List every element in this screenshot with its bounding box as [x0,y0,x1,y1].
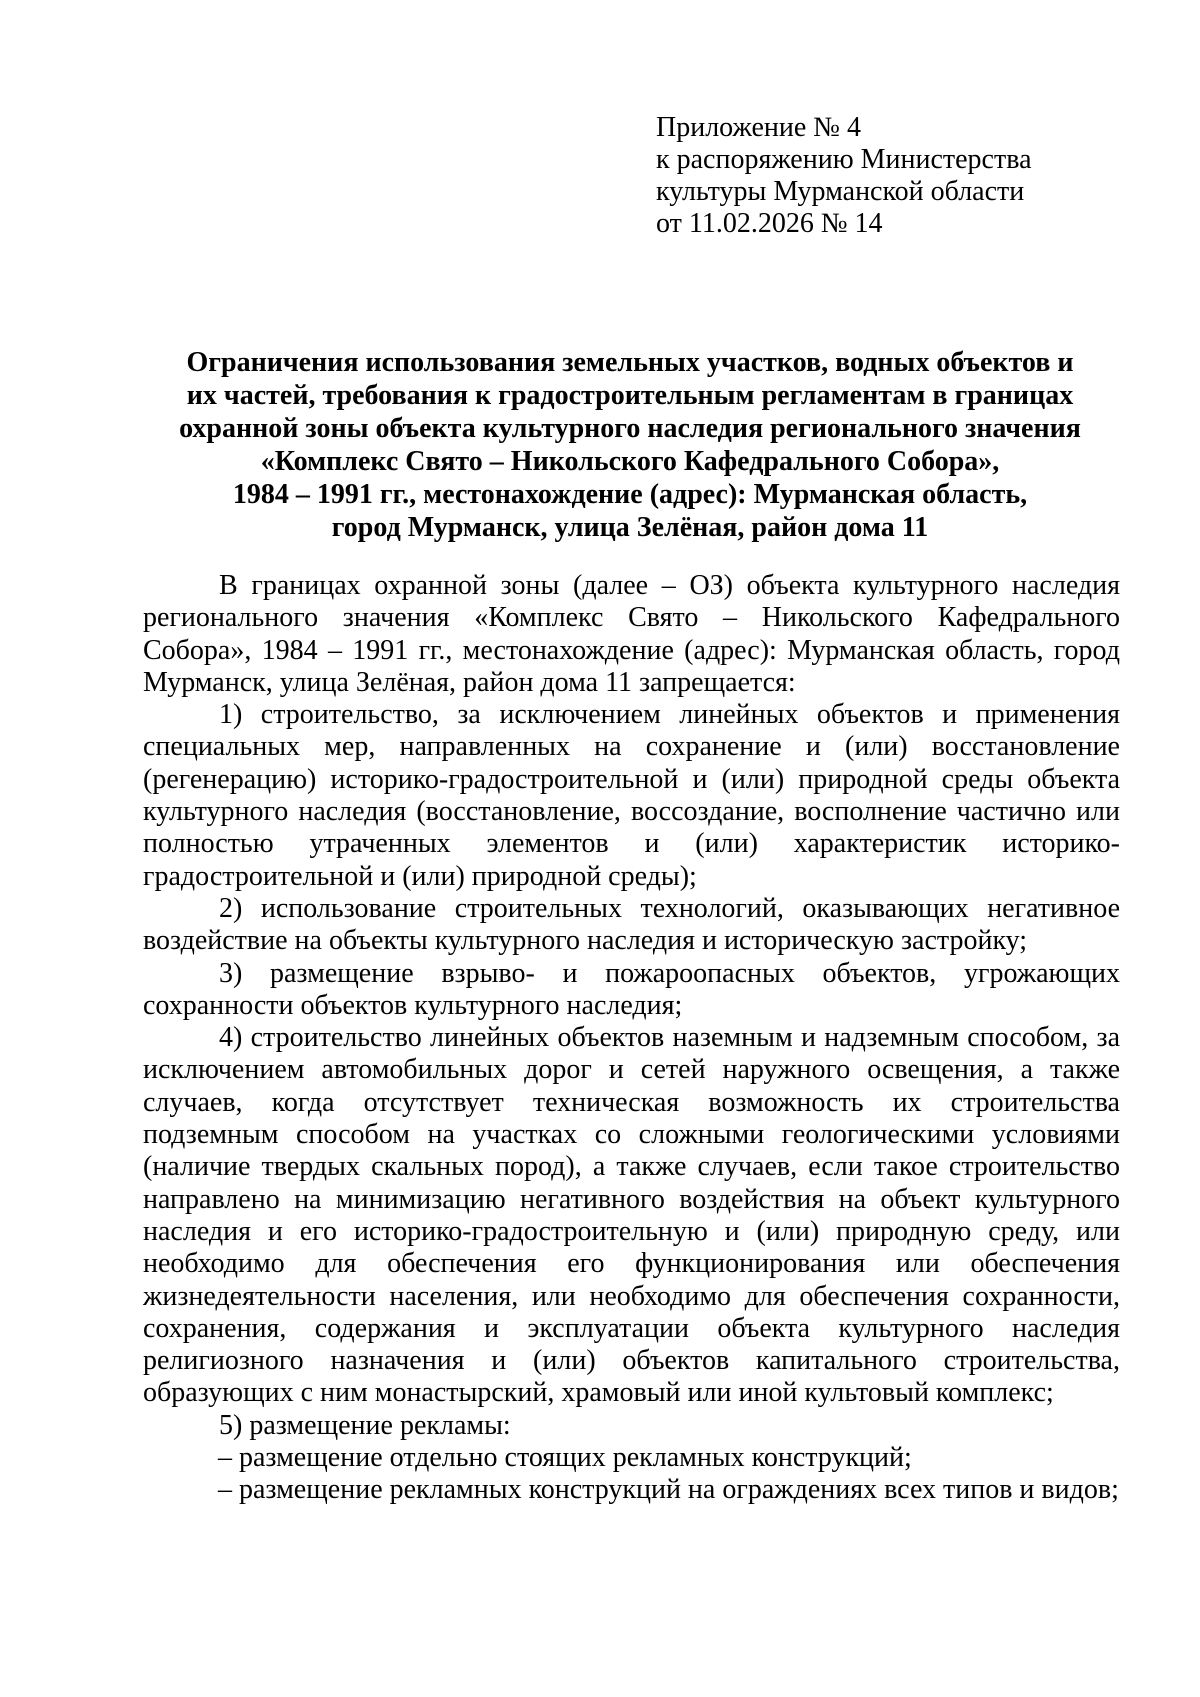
appendix-ministry: культуры Мурманской области [656,176,1025,207]
list-item-2: 2) использование строительных технологий, оказывающих негативное воздействие на объекты культурного наследия и историческую застройку; [143,892,1120,957]
appendix-date-number: от 11.02.2026 № 14 [656,208,883,239]
title-line: 1984 – 1991 гг., местонахождение (адрес): Мурманская область, [232,479,1028,510]
title-line: город Мурманск, улица Зелёная, район дома 11 [331,512,929,543]
appendix-number: Приложение № 4 [656,112,861,143]
title-line: Ограничения использования земельных участков, водных объектов и [186,347,1074,378]
appendix-order-ref: к распоряжению Министерства [656,144,1032,175]
intro-paragraph: В границах охранной зоны (далее – ОЗ) объекта культурного наследия регионального значения «Комплекс Свято – Никольского Кафедрального Собора», 1984 – 1991 гг., местонахождение (адрес): Мурманская область, город Мурманск, улица Зелёная, район дома 11 запрещается: [143,570,1120,698]
list-item-4: 4) строительство линейных объектов наземным и надземным способом, за исключением автомобильных дорог и сетей наружного освещения, а также случаев, когда отсутствует техническая возможность их строительства подземным способом на участках со сложными геологическими условиями (наличие твердых скальных пород), а также случаев, если такое строительство направлено на минимизацию негативного воздействия на объект культурного наследия и его историко-градостроительную и (или) природную среду, или необходимо для обеспечения его функционирования или обеспечения жизнедеятельности населения, или необходимо для обеспечения сохранности, сохранения, содержания и эксплуатации объекта культурного наследия религиозного назначения и (или) объектов капитального строительства, образующих с ним монастырский, храмовый или иной культовый комплекс; [143,1022,1120,1409]
sub-item-1: – размещение отдельно стоящих рекламных конструкций; [218,1442,912,1474]
document-title [140,346,1120,544]
title-line: их частей, требования к градостроительным регламентам в границах [186,380,1074,411]
title-line: «Комплекс Свято – Никольского Кафедрального Собора», [260,446,1000,477]
document-body [143,570,1120,1507]
list-item-5: 5) размещение рекламы: [219,1409,511,1441]
list-item-3: 3) размещение взрыво- и пожароопасных объектов, угрожающих сохранности объектов культурного наследия; [143,957,1120,1021]
title-line: охранной зоны объекта культурного наследия регионального значения [179,413,1081,444]
sub-item-2: – размещение рекламных конструкций на ограждениях всех типов и видов; [218,1474,1119,1506]
list-item-1: 1) строительство, за исключением линейных объектов и применения специальных мер, направленных на сохранение и (или) восстановление (регенерацию) историко-градостроительной и (или) природной среды объекта культурного наследия (восстановление, воссоздание, восполнение частично или полностью утраченных элементов и (или) характеристик историко-градостроительной и (или) природной среды); [143,699,1120,892]
appendix-header [656,112,1032,240]
